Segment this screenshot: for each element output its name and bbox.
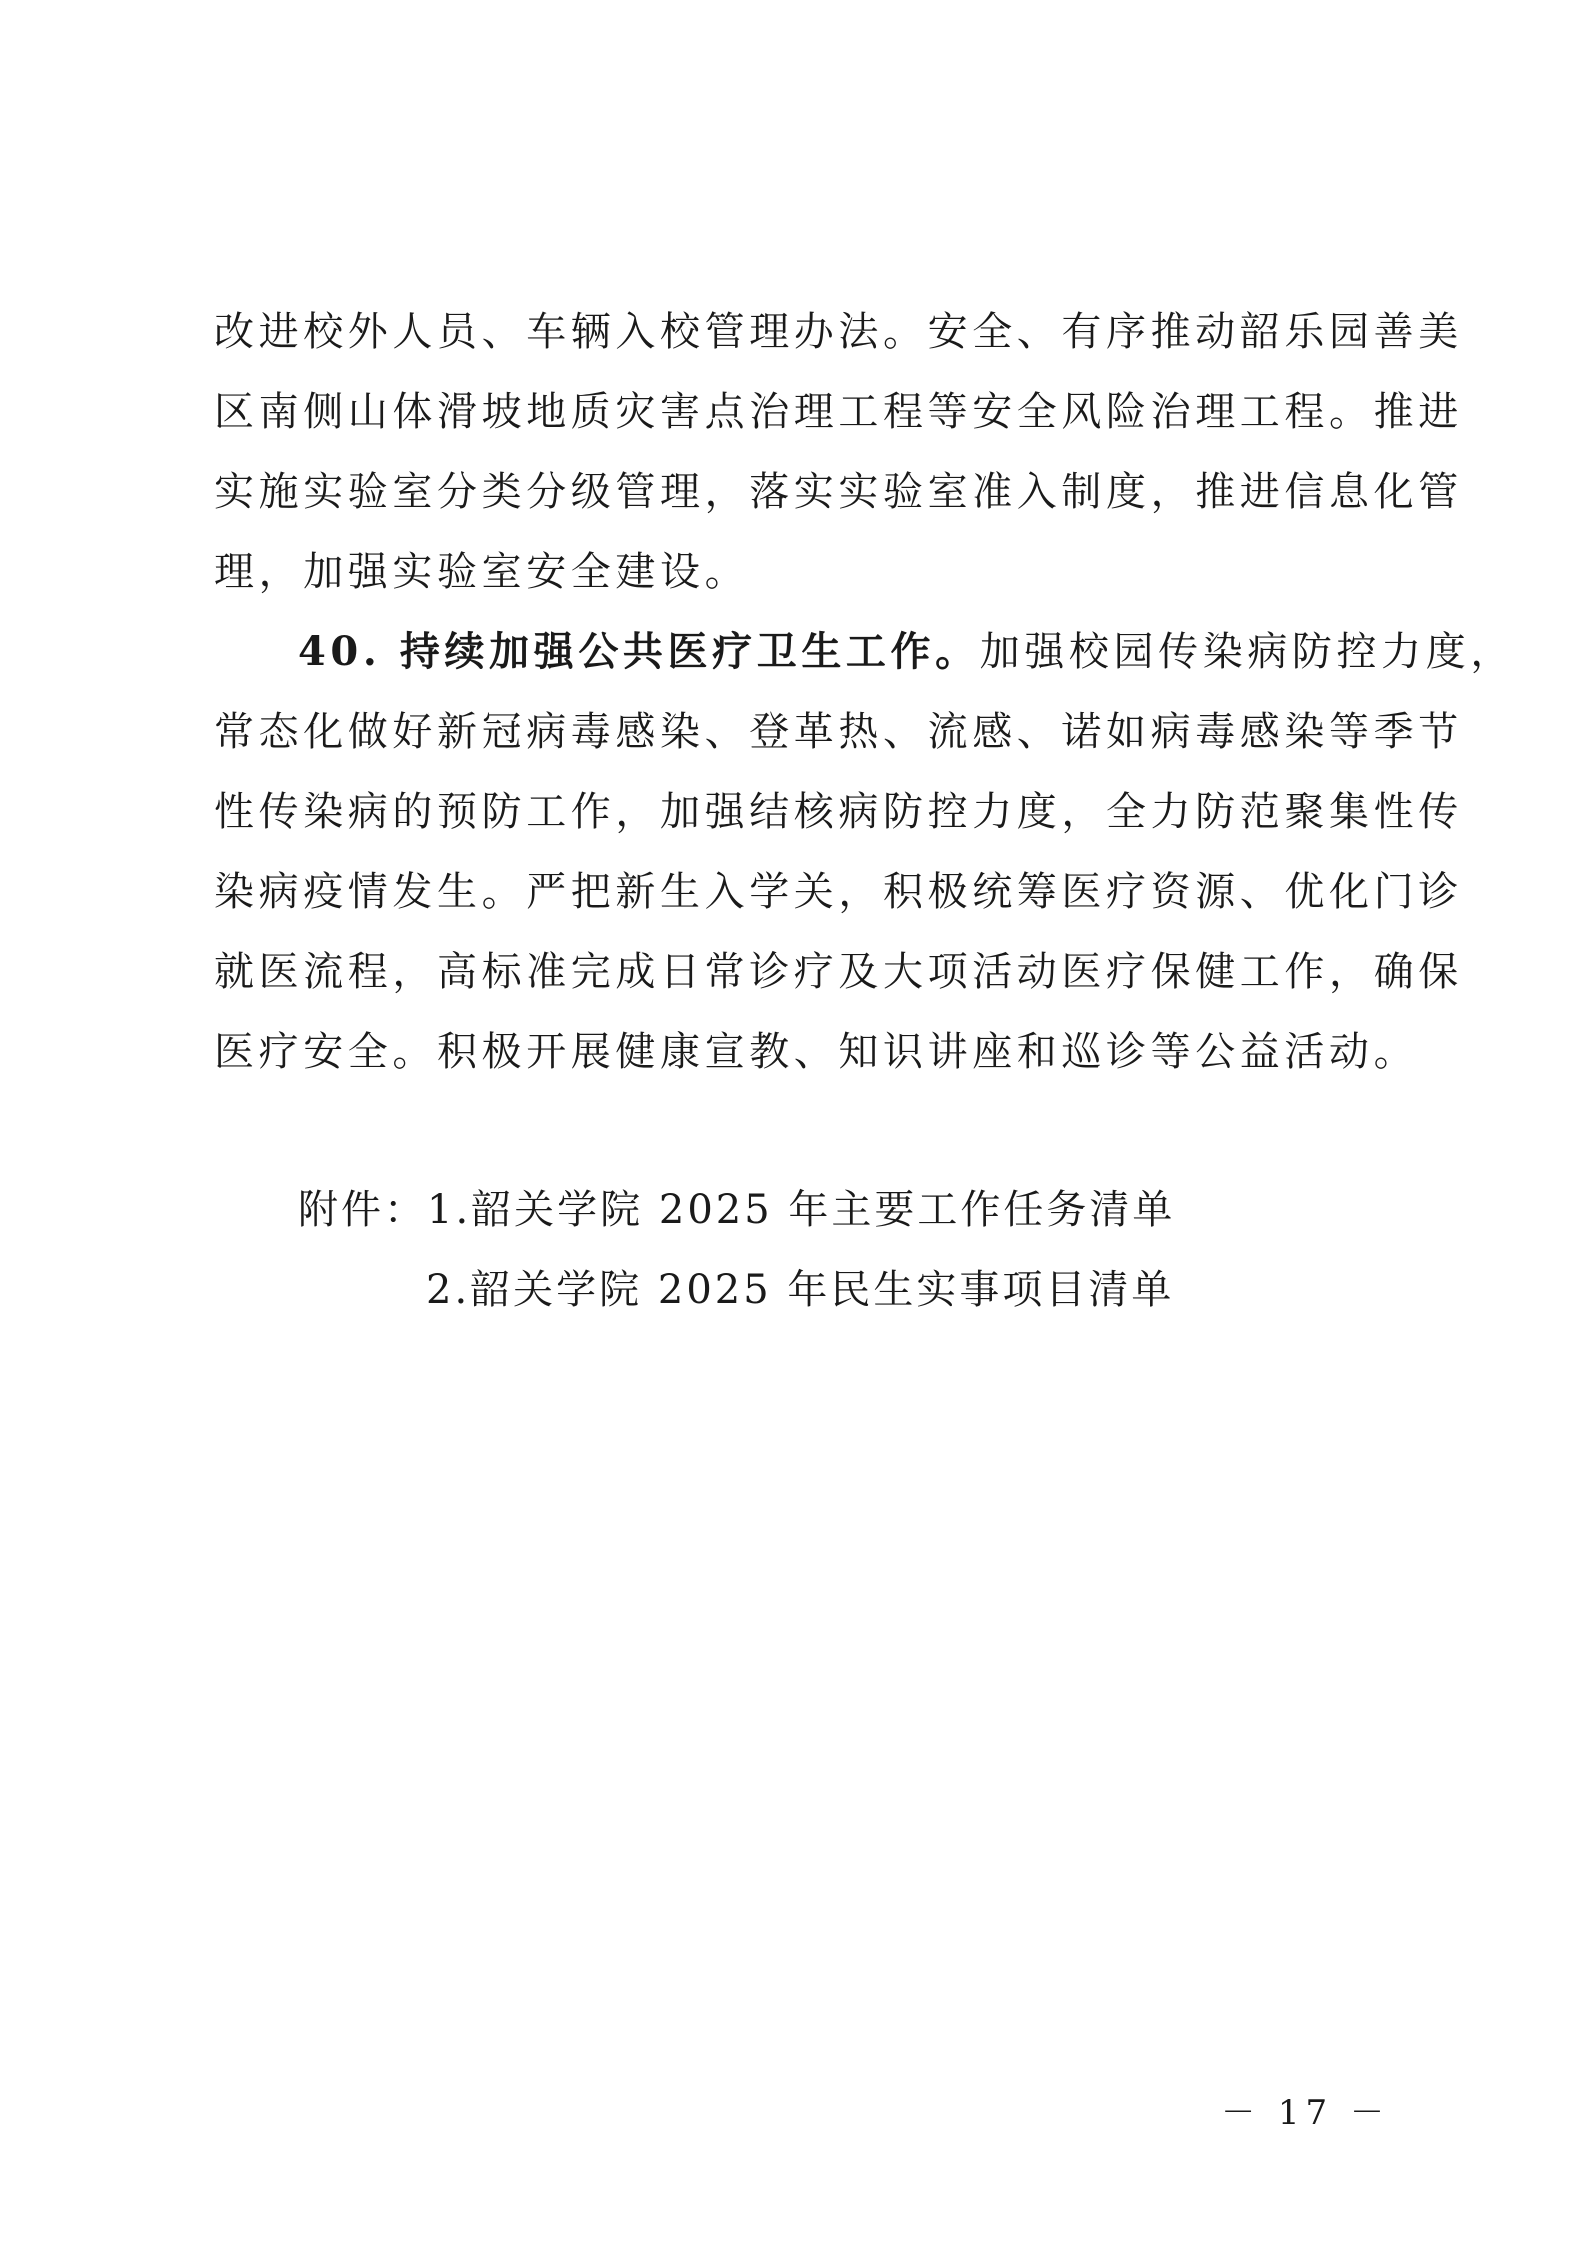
item-40-first-line bbox=[214, 612, 1515, 692]
item-40-first-line-text: 加强校园传染病防控力度， bbox=[979, 629, 1515, 675]
paragraph-line: 理，加强实验室安全建设。 bbox=[214, 549, 750, 595]
paragraph-line: 染病疫情发生。严把新生入学关，积极统筹医疗资源、优化门诊 bbox=[214, 869, 1463, 915]
paragraph-line: 区南侧山体滑坡地质灾害点治理工程等安全风险治理工程。推进 bbox=[214, 389, 1463, 435]
item-40-heading: 40. 持续加强公共医疗卫生工作。 bbox=[298, 628, 980, 675]
paragraph-line: 实施实验室分类分级管理，落实实验室准入制度，推进信息化管 bbox=[214, 469, 1463, 515]
paragraph-line: 改进校外人员、车辆入校管理办法。安全、有序推动韶乐园善美 bbox=[214, 309, 1463, 355]
attachment-item-1 bbox=[298, 1170, 1398, 1250]
attachments-list bbox=[298, 1170, 1398, 1330]
paragraph-line: 性传染病的预防工作，加强结核病防控力度，全力防范聚集性传 bbox=[214, 789, 1463, 835]
page-number: － 17 － bbox=[1221, 2093, 1390, 2133]
body-text bbox=[214, 292, 1515, 1092]
paragraph-line: 常态化做好新冠病毒感染、登革热、流感、诺如病毒感染等季节 bbox=[214, 709, 1463, 755]
attachment-title: 1.韶关学院 2025 年主要工作任务清单 bbox=[427, 1187, 1176, 1233]
paragraph-line: 医疗安全。积极开展健康宣教、知识讲座和巡诊等公益活动。 bbox=[214, 1029, 1419, 1075]
paragraph-line: 就医流程，高标准完成日常诊疗及大项活动医疗保健工作，确保 bbox=[214, 949, 1463, 995]
attachment-title: 2.韶关学院 2025 年民生实事项目清单 bbox=[426, 1267, 1175, 1313]
attachments-label: 附件： bbox=[298, 1187, 427, 1233]
attachment-item-2 bbox=[298, 1250, 1398, 1330]
